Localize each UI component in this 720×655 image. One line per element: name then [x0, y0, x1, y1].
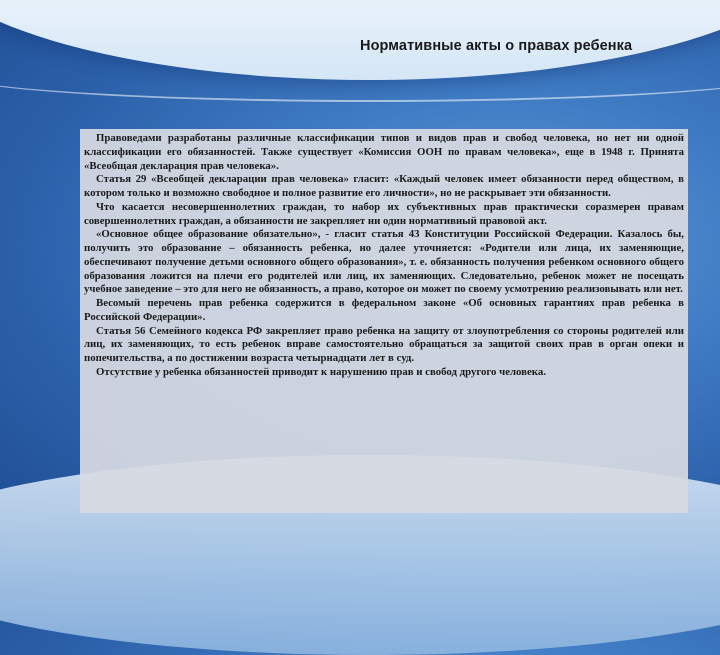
paragraph-6: Статья 56 Семейного кодекса РФ закрепляет право ребенка на защиту от злоупотребления со стороны родителей или лиц, их заменяющих, то есть ребенок вправе самостоятельно обращаться за защитой своих прав в орган опеки и попечительства, а по достижении возраста четырнадцати лет в суд.	[84, 324, 684, 364]
paragraph-5: Весомый перечень прав ребенка содержится в федеральном законе «Об основных гарантиях прав ребенка в Российской Федерации».	[84, 297, 684, 323]
paragraph-7: Отсутствие у ребенка обязанностей приводит к нарушению прав и свобод другого человека.	[96, 365, 546, 378]
slide-title: Нормативные акты о правах ребенка	[360, 38, 633, 54]
slide-text-box	[80, 129, 688, 513]
paragraph-2: Статья 29 «Всеобщей декларации прав человека» гласит: «Каждый человек имеет обязанности перед обществом, в котором только и возможно свободное и полное развитие его личности», но не раскрывает эти обязанности.	[84, 173, 684, 199]
paragraph-1: Правоведами разработаны различные классификации типов и видов прав и свобод человека, но нет ни одной классификации его обязанностей. Также существует «Комиссия ООН по правам человека», еще в 1948 г. Принята «Всеобщая декларация прав человека».	[84, 132, 684, 172]
paragraph-4: «Основное общее образование обязательно», - гласит статья 43 Конституции Российской Федерации. Казалось бы, получить это образование – обязанность ребенка, но далее уточняется: «Родители или лица, их заменяющие, обеспечивают получение детьми основного общего образования», т. е. обязанность получения ребенком основного общего образования ложится на плечи его родителей или лиц, их заменяющих. Следовательно, ребенок может не посещать учебное заведение – это для него не обязанность, а право, которое он может по своему усмотрению реализовывать или нет.	[84, 228, 684, 296]
paragraph-3: Что касается несовершеннолетних граждан, то набор их субъективных прав практически соразмерен правам совершеннолетних граждан, а обязанности не закрепляет ни один нормативный правовой акт.	[84, 200, 684, 227]
